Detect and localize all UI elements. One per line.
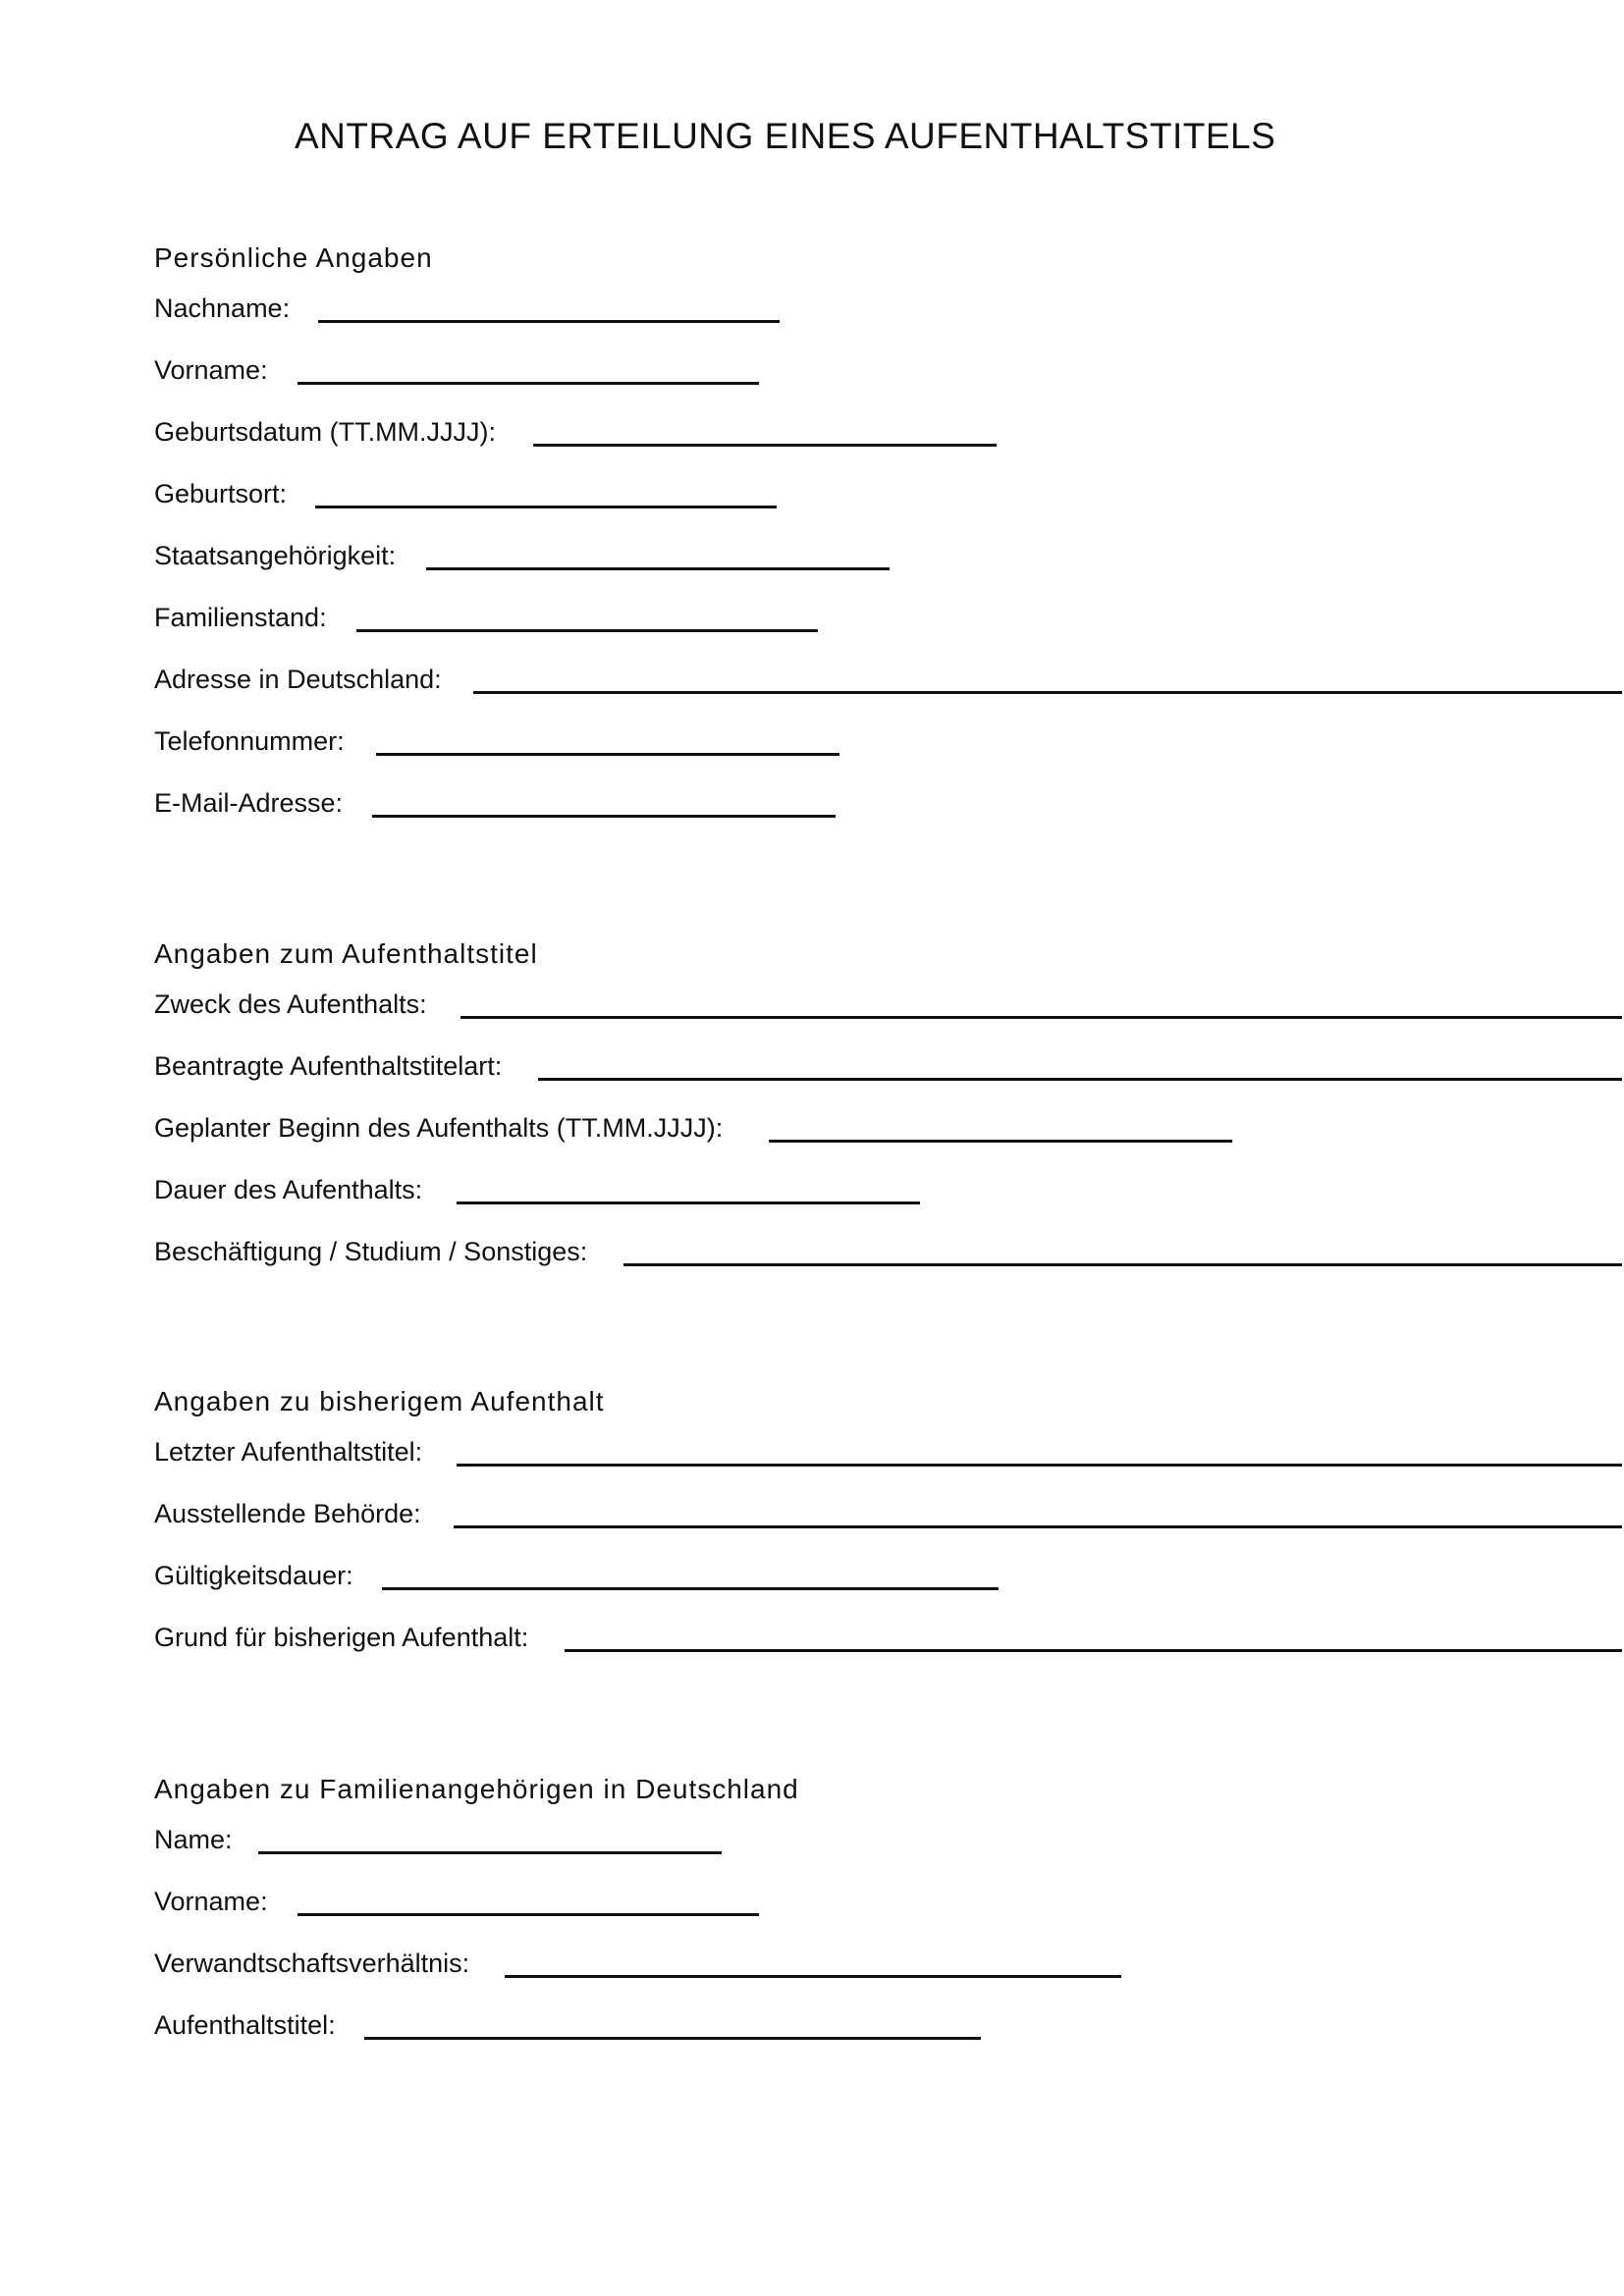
geburtsort-line (315, 506, 777, 508)
beschaeftigung-input[interactable] (623, 1259, 1622, 1291)
titelart-label: Beantragte Aufenthaltstitelart: (154, 1051, 503, 1081)
letzter-titel-label: Letzter Aufenthaltstitel: (154, 1437, 423, 1467)
beschaeftigung-line (623, 1263, 1622, 1266)
gueltigkeit-label: Gültigkeitsdauer: (154, 1561, 353, 1590)
geburtsdatum-input[interactable] (533, 440, 997, 471)
titelart-line (538, 1078, 1622, 1081)
email-input[interactable] (372, 811, 836, 842)
grund-line (565, 1649, 1622, 1652)
grund-label: Grund für bisherigen Aufenthalt: (154, 1623, 529, 1652)
staatsangehoerigkeit-label: Staatsangehörigkeit: (154, 541, 397, 570)
gueltigkeit-input[interactable] (382, 1583, 999, 1615)
vorname-input[interactable] (298, 378, 759, 409)
staatsangehoerigkeit-input[interactable] (426, 563, 890, 595)
behoerde-input[interactable] (454, 1522, 1622, 1553)
email-label: E-Mail-Adresse: (154, 788, 344, 818)
familie-name-input[interactable] (258, 1847, 722, 1879)
zweck-input[interactable] (460, 1012, 1622, 1043)
section-heading-aufenthaltstitel: Angaben zum Aufenthaltstitel (154, 938, 538, 969)
beschaeftigung-label: Beschäftigung / Studium / Sonstiges: (154, 1237, 588, 1266)
familie-name-line (258, 1851, 722, 1854)
letzter-titel-line (457, 1464, 1622, 1467)
staatsangehoerigkeit-line (426, 567, 890, 570)
familie-aufenthaltstitel-line (364, 2037, 981, 2040)
dauer-label: Dauer des Aufenthalts: (154, 1175, 423, 1204)
section-heading-familienangehoerige: Angaben zu Familienangehörigen in Deutschland (154, 1774, 799, 1804)
telefon-input[interactable] (376, 749, 839, 780)
nachname-line (318, 320, 780, 323)
familie-vorname-label: Vorname: (154, 1887, 268, 1916)
geburtsort-input[interactable] (315, 502, 777, 533)
letzter-titel-input[interactable] (457, 1460, 1622, 1491)
behoerde-label: Ausstellende Behörde: (154, 1499, 421, 1528)
verwandtschaft-line (505, 1975, 1121, 1978)
geburtsdatum-label: Geburtsdatum (TT.MM.JJJJ): (154, 417, 497, 447)
beginn-label: Geplanter Beginn des Aufenthalts (TT.MM.JJJJ): (154, 1113, 724, 1143)
geburtsort-label: Geburtsort: (154, 479, 288, 508)
behoerde-line (454, 1525, 1622, 1528)
familie-name-label: Name: (154, 1825, 233, 1854)
dauer-input[interactable] (457, 1198, 920, 1229)
grund-input[interactable] (565, 1645, 1622, 1677)
zweck-label: Zweck des Aufenthalts: (154, 989, 427, 1019)
form-title: ANTRAG AUF ERTEILUNG EINES AUFENTHALTSTITELS (295, 116, 1276, 156)
geburtsdatum-line (533, 444, 997, 447)
verwandtschaft-input[interactable] (505, 1971, 1121, 2002)
vorname-line (298, 382, 759, 385)
familie-vorname-line (298, 1913, 759, 1916)
familie-aufenthaltstitel-input[interactable] (364, 2033, 981, 2064)
adresse-input[interactable] (473, 687, 1622, 719)
dauer-line (457, 1201, 920, 1204)
adresse-label: Adresse in Deutschland: (154, 665, 442, 694)
familie-aufenthaltstitel-label: Aufenthaltstitel: (154, 2010, 336, 2040)
familie-vorname-input[interactable] (298, 1909, 759, 1941)
telefon-label: Telefonnummer: (154, 726, 345, 756)
familienstand-label: Familienstand: (154, 603, 327, 632)
titelart-input[interactable] (538, 1074, 1622, 1105)
section-heading-persoenliche-angaben: Persönliche Angaben (154, 242, 433, 273)
familienstand-input[interactable] (356, 625, 818, 657)
nachname-input[interactable] (318, 316, 780, 347)
familienstand-line (356, 629, 818, 632)
verwandtschaft-label: Verwandtschaftsverhältnis: (154, 1949, 470, 1978)
telefon-line (376, 753, 839, 756)
email-line (372, 815, 836, 818)
vorname-label: Vorname: (154, 355, 268, 385)
adresse-line (473, 691, 1622, 694)
beginn-input[interactable] (769, 1136, 1232, 1167)
section-heading-bisheriger-aufenthalt: Angaben zu bisherigem Aufenthalt (154, 1386, 605, 1416)
nachname-label: Nachname: (154, 294, 291, 323)
beginn-line (769, 1140, 1232, 1143)
zweck-line (460, 1016, 1622, 1019)
gueltigkeit-line (382, 1587, 999, 1590)
